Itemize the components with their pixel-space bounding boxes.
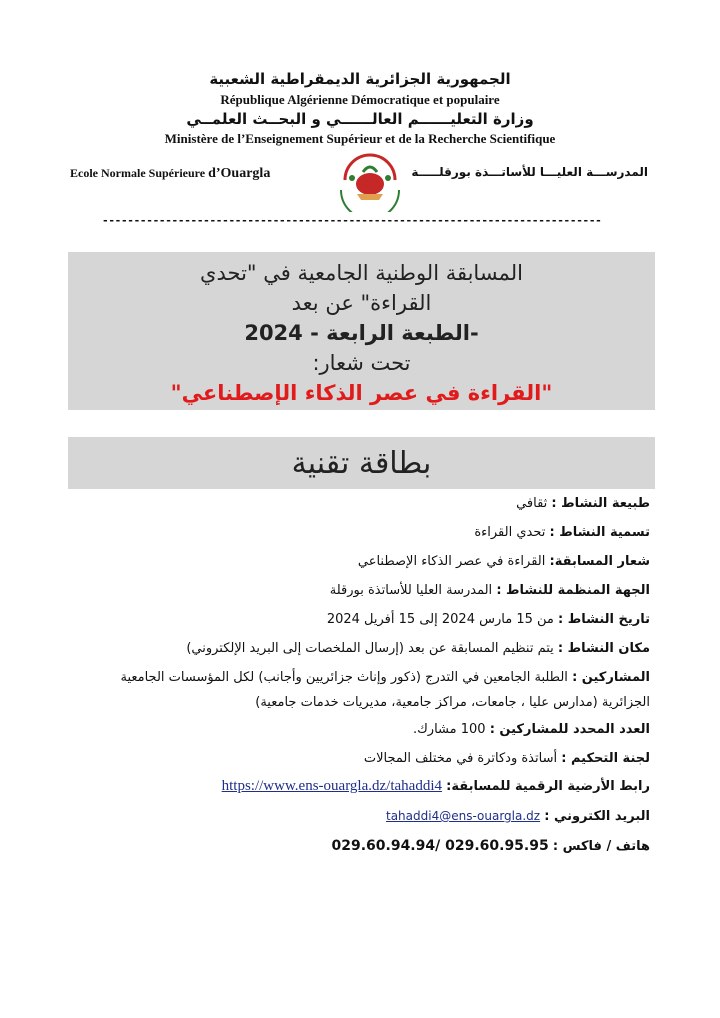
ministry-title-ar: وزارة التعليــــــم العالــــــي و البحــث العلمــي	[186, 110, 534, 128]
details-list	[50, 494, 650, 854]
detail-place	[50, 641, 650, 656]
school-name-fr	[70, 166, 270, 182]
detail-participants-cont: الجزائرية (مدارس عليا ، جامعات، مراكز جامعية، مديريات خدمات جامعية)	[255, 695, 650, 710]
detail-nature	[50, 496, 650, 511]
detail-value: ثقافي	[516, 496, 552, 511]
detail-name	[50, 525, 650, 540]
detail-label: العدد المحدد للمشاركين :	[489, 722, 650, 737]
detail-organizer	[50, 583, 650, 598]
banner-slogan: "القراءة في عصر الذكاء الإصطناعي"	[170, 381, 553, 405]
detail-value: يتم تنظيم المسابقة عن بعد (إرسال الملخصات إلى البريد الإلكتروني)	[186, 641, 558, 656]
detail-label: هاتف / فاكس :	[552, 839, 650, 854]
detail-label: البريد الكتروني :	[544, 809, 650, 824]
detail-label: تسمية النشاط :	[549, 525, 650, 540]
detail-value: تحدي القراءة	[474, 525, 550, 540]
banner-line-2: القراءة" عن بعد	[291, 291, 432, 315]
detail-platform	[50, 778, 650, 795]
email-link[interactable]: tahaddi4@ens-ouargla.dz	[386, 809, 541, 823]
detail-label: المشاركين :	[572, 670, 650, 685]
banner-edition: -الطبعة الرابعة - 2024	[244, 321, 479, 345]
detail-jury	[50, 751, 650, 766]
school-logo-icon	[327, 150, 413, 212]
school-name-ar: المدرســـة العليـــا للأساتـــذة بورقلـــــة	[411, 165, 648, 179]
platform-link[interactable]: https://www.ens-ouargla.dz/tahaddi4	[221, 778, 442, 794]
detail-slogan	[50, 554, 650, 569]
detail-date	[50, 612, 650, 627]
detail-value: 100 مشارك.	[412, 722, 490, 737]
detail-count	[50, 722, 650, 737]
republic-title-fr: République Algérienne Démocratique et populaire	[220, 92, 500, 107]
banner-slogan-intro: تحت شعار:	[312, 351, 411, 375]
detail-value: أساتذة ودكاترة في مختلف المجالات	[363, 751, 562, 766]
detail-phone	[50, 838, 650, 854]
detail-value: الطلبة الجامعين في التدرج (ذكور وإناث جزائريين وأجانب) لكل المؤسسات الجامعية	[120, 670, 573, 685]
detail-label: لجنة التحكيم :	[561, 751, 650, 766]
detail-label: الجهة المنظمة للنشاط :	[496, 583, 650, 598]
republic-title-ar: الجمهورية الجزائرية الديمقراطية الشعبية	[209, 70, 511, 88]
school-name-fr-prefix: Ecole Normale Supérieure	[70, 166, 209, 180]
detail-participants	[50, 670, 650, 685]
divider-line: -------------------------------------------------------------------------------	[102, 214, 602, 227]
detail-value: المدرسة العليا للأساتذة بورقلة	[329, 583, 497, 598]
ministry-title-fr: Ministère de l’Enseignement Supérieur et de la Recherche Scientifique	[164, 131, 556, 146]
phone-number: 029.60.94.94/ 029.60.95.95	[331, 838, 549, 854]
detail-label: رابط الأرضية الرقمية للمسابقة:	[446, 779, 650, 794]
detail-label: مكان النشاط :	[557, 641, 650, 656]
detail-value: من 15 مارس 2024 إلى 15 أفريل 2024	[326, 612, 558, 627]
detail-label: تاريخ النشاط :	[557, 612, 650, 627]
banner-line-1: المسابقة الوطنية الجامعية في "تحدي	[200, 261, 523, 285]
detail-label: شعار المسابقة:	[549, 554, 650, 569]
detail-label: طبيعة النشاط :	[551, 496, 650, 511]
detail-email	[50, 809, 650, 824]
school-name-fr-city: d’Ouargla	[208, 166, 271, 181]
competition-banner	[68, 252, 655, 410]
technical-card-title: بطاقة تقنية	[68, 437, 655, 489]
detail-value: القراءة في عصر الذكاء الإصطناعي	[357, 554, 550, 569]
